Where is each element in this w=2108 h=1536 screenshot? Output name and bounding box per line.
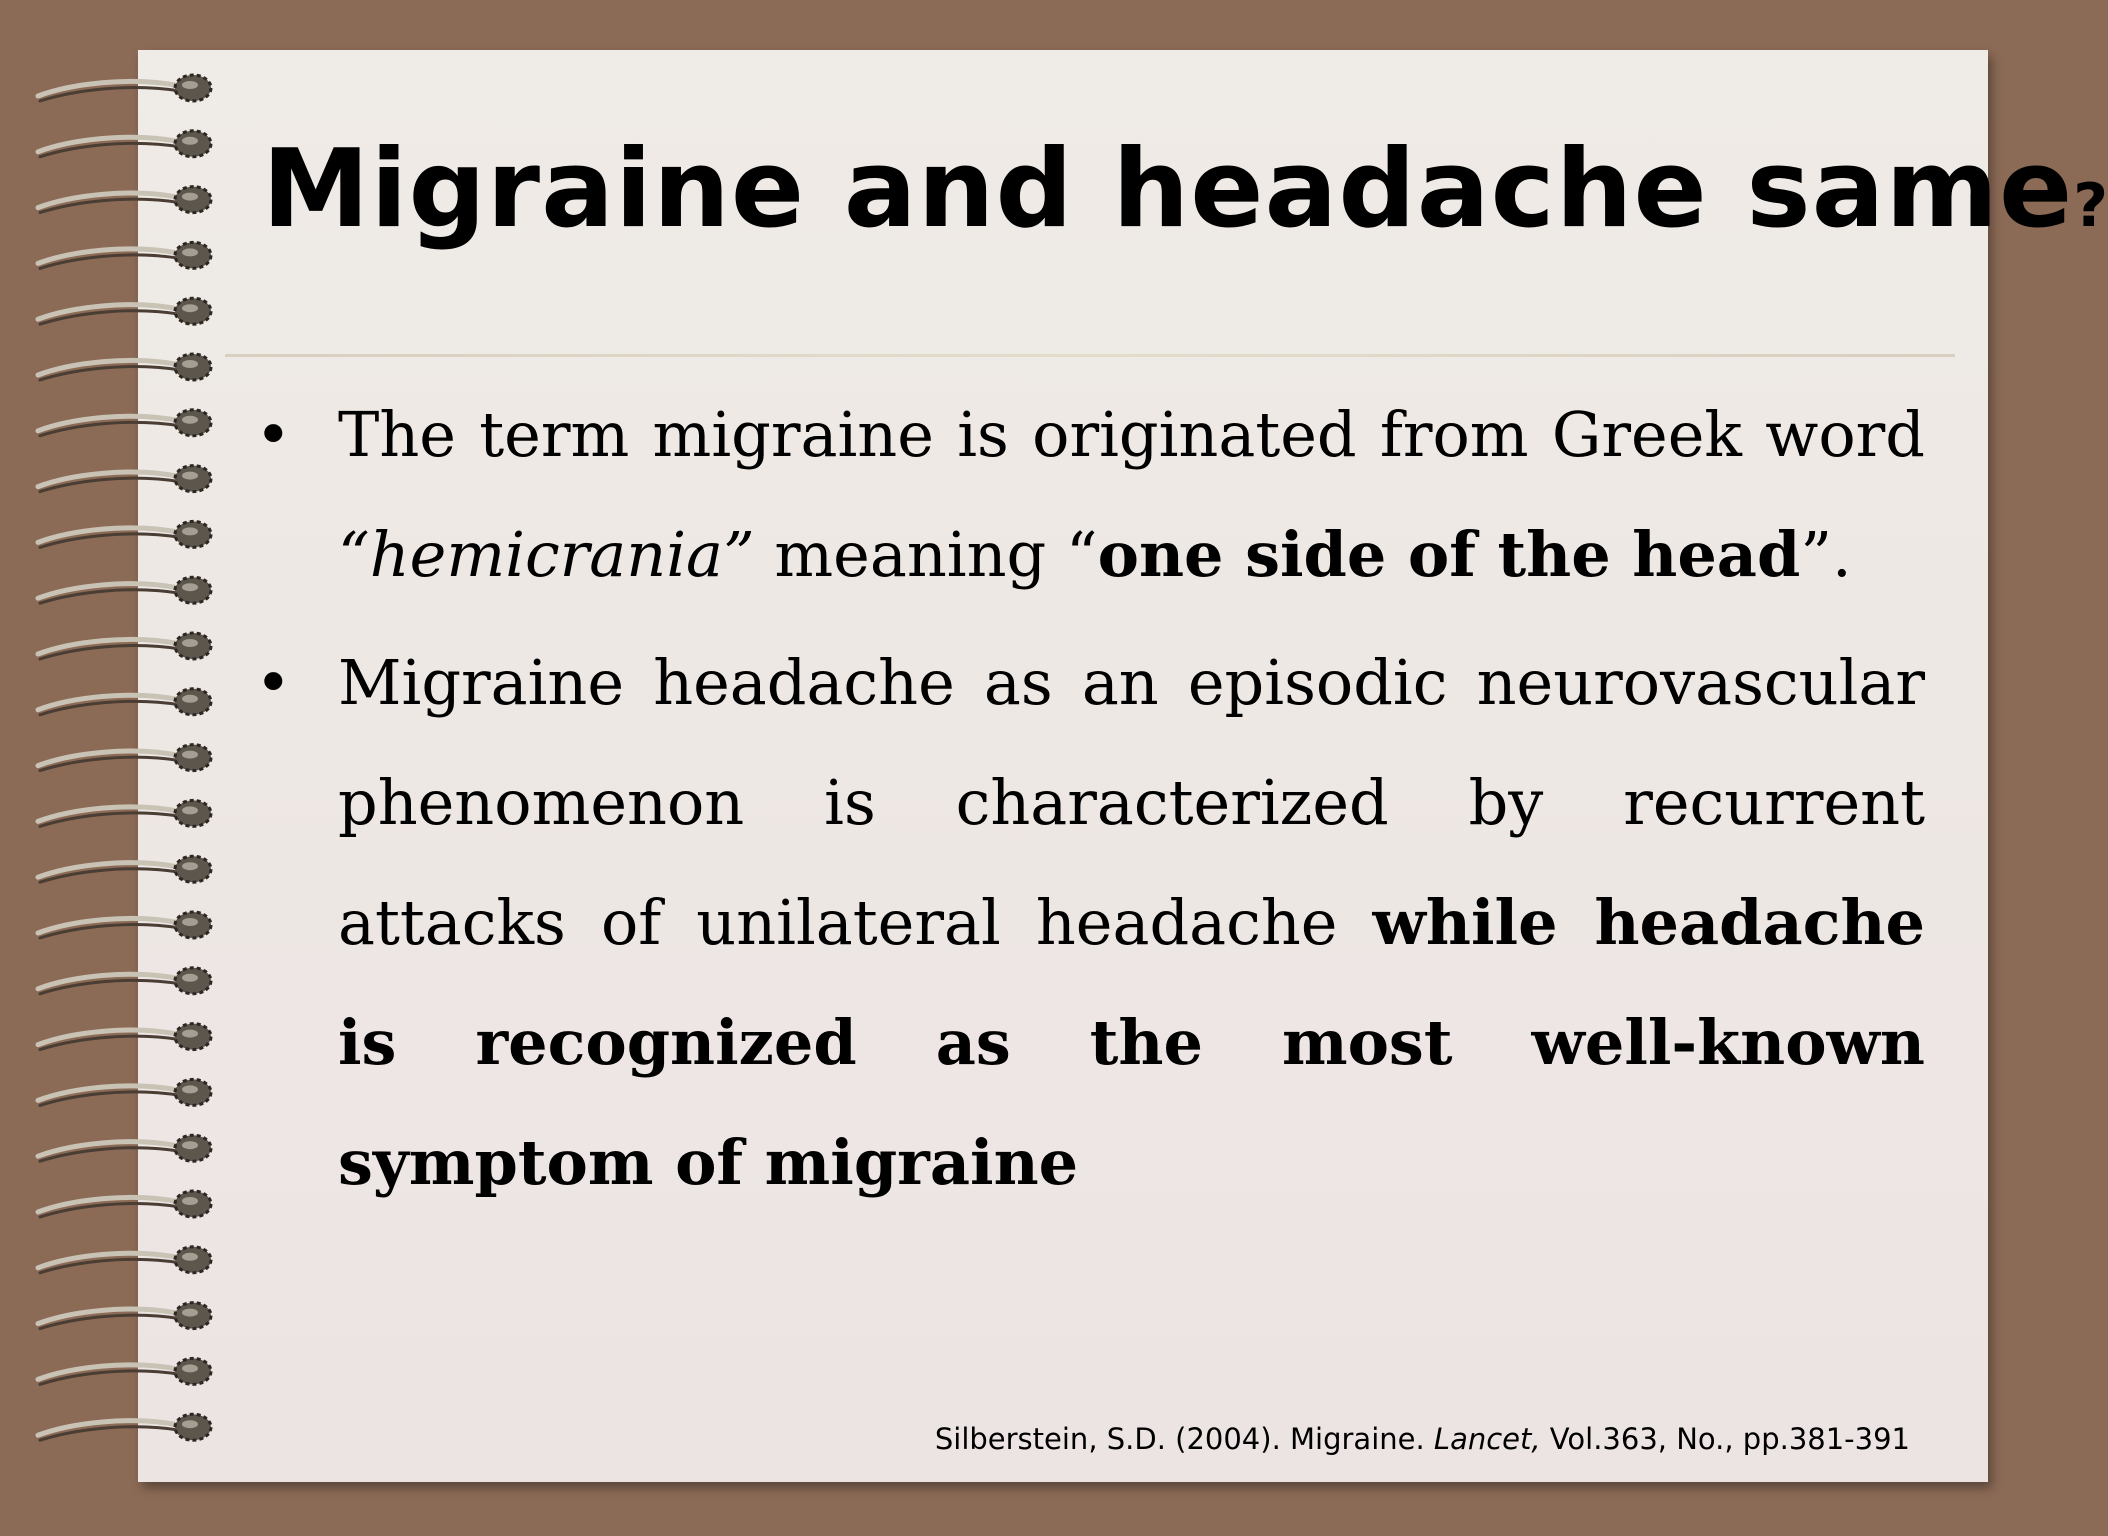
- spiral-binding-ring-icon: [38, 577, 211, 603]
- spiral-binding-ring-icon: [38, 1303, 211, 1329]
- spiral-binding-ring-icon: [38, 1079, 211, 1105]
- spiral-binding-ring-icon: [38, 298, 211, 324]
- bullet-item: [255, 623, 1925, 1223]
- spiral-binding-ring-icon: [38, 242, 211, 268]
- spiral-binding-ring-icon: [38, 75, 211, 101]
- bullet-list: [255, 375, 1925, 1231]
- spiral-binding-ring-icon: [38, 1135, 211, 1161]
- bullet-item: [255, 375, 1925, 615]
- slide-title-text: Migraine and headache same: [262, 127, 2074, 252]
- spiral-binding-ring-icon: [38, 912, 211, 938]
- slide-title-question-mark: ?: [2073, 171, 2108, 241]
- bullet-dot: •: [255, 398, 292, 471]
- spiral-binding-ring-icon: [38, 1191, 211, 1217]
- bullet-term-italic: “hemicrania”: [338, 518, 755, 591]
- spiral-binding-ring-icon: [38, 633, 211, 659]
- bullet-emphasis-bold: one side of the head: [1097, 518, 1801, 591]
- spiral-binding-ring-icon: [38, 968, 211, 994]
- spiral-binding-ring-icon: [38, 410, 211, 436]
- bullet-text-segment: meaning “: [754, 518, 1098, 591]
- spiral-binding-ring-icon: [38, 1414, 211, 1440]
- spiral-binding-ring-icon: [38, 466, 211, 492]
- spiral-binding-ring-icon: [38, 745, 211, 771]
- title-divider: [225, 354, 1955, 357]
- spiral-binding-ring-icon: [38, 689, 211, 715]
- citation-details: Vol.363, No., pp.381-391: [1540, 1422, 1910, 1456]
- spiral-binding: [30, 60, 230, 1490]
- bullet-emphasis-bold: while headache is recognized as the most well-known symptom of migraine: [338, 886, 1925, 1199]
- citation: [935, 1422, 1910, 1456]
- bullet-dot: •: [255, 646, 292, 719]
- spiral-binding-ring-icon: [38, 856, 211, 882]
- spiral-binding-ring-icon: [38, 187, 211, 213]
- spiral-binding-ring-icon: [38, 1247, 211, 1273]
- spiral-binding-ring-icon: [38, 521, 211, 547]
- bullet-text-segment: ”.: [1800, 518, 1852, 591]
- citation-journal: Lancet,: [1433, 1422, 1541, 1456]
- spiral-binding-ring-icon: [38, 1024, 211, 1050]
- slide-title: [262, 120, 2108, 276]
- spiral-binding-ring-icon: [38, 1358, 211, 1384]
- spiral-binding-ring-icon: [38, 354, 211, 380]
- spiral-binding-ring-icon: [38, 800, 211, 826]
- bullet-text-segment: The term migraine is originated from Greek word: [338, 398, 1925, 471]
- bullet-text-segment: Migraine headache as an episodic neurovascular phenomenon is characterized by recurrent attacks of unilateral headache: [338, 646, 1925, 959]
- spiral-binding-ring-icon: [38, 131, 211, 157]
- citation-authors: Silberstein, S.D. (2004). Migraine.: [934, 1422, 1434, 1456]
